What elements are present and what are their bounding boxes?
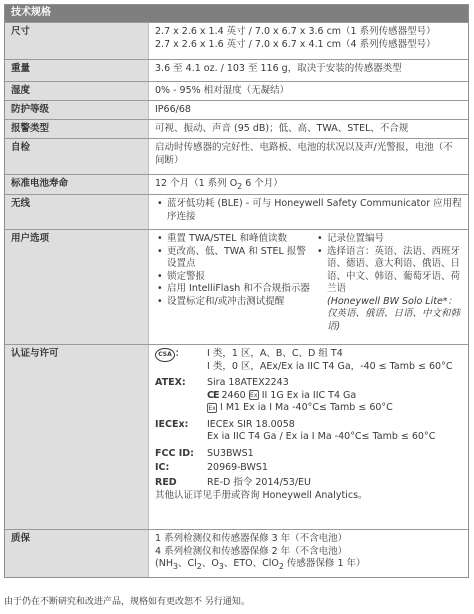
row-size: [5, 22, 468, 59]
row-value: 0% - 95% 相对湿度（无凝结）: [148, 82, 468, 100]
atex-line-2: [207, 390, 462, 403]
row-wireless: [5, 194, 468, 229]
fcc-cert: [155, 448, 462, 461]
ce-mark-icon: CE: [207, 389, 219, 401]
csa-line-2: I 类，0 区，AEx/Ex ia IIC T4 Ga，-40 ≤ Tamb ≤ 60°C: [207, 360, 453, 372]
csa-logo-icon: CSA: [155, 348, 175, 362]
csa-key: [155, 348, 207, 373]
row-label: 自检: [5, 139, 148, 174]
other-certs: 其他认证详见手册或咨询 Honeywell Analytics。: [155, 490, 368, 502]
warranty-line-2: 4 系列检测仪和传感器保修 2 年（不含电池）: [155, 545, 348, 557]
battery-subscript: 2: [237, 181, 243, 191]
atex-line-3: [207, 402, 462, 415]
size-line-1: 2.7 x 2.6 x 1.4 英寸 / 7.0 x 6.7 x 3.6 cm（1 系列传感器型号）: [155, 26, 436, 37]
ic-cert: [155, 462, 462, 475]
list-item: • 启用 IntelliFlash 和不合规指示器: [155, 283, 315, 296]
csa-cert: [155, 348, 462, 373]
warranty-line-3: [155, 558, 462, 572]
iecex-line-2: Ex ia IIC T4 Ga / Ex ia I Ma -40°C≤ Tamb ≤ 60°C: [207, 431, 436, 443]
table-header: 技术规格: [5, 5, 468, 22]
subscript: 3: [172, 561, 178, 571]
row-value: 3.6 至 4.1 oz. / 103 至 116 g，取决于安装的传感器类型: [148, 60, 468, 81]
spec-table: [4, 4, 469, 578]
row-label: 重量: [5, 60, 148, 81]
warranty-line-1: 1 系列检测仪和传感器保修 3 年（不含电池）: [155, 533, 348, 544]
row-value: [148, 345, 468, 529]
iecex-key: IECEx:: [155, 418, 189, 430]
battery-text-end: 6 个月）: [242, 178, 283, 189]
row-label: 尺寸: [5, 23, 148, 59]
size-line-2: 2.7 x 2.6 x 1.6 英寸 / 7.0 x 6.7 x 4.1 cm（4 系列传感器型号）: [155, 38, 436, 50]
list-item: • 蓝牙低功耗 (BLE) - 可与 Honeywell Safety Communicator 应用程序连接: [155, 198, 462, 223]
red-value: RE-D 指令 2014/53/EU: [207, 476, 312, 488]
atex-ex-2: I M1 Ex ia I Ma -40°C≤ Tamb ≤ 60°C: [220, 402, 393, 414]
row-label: 湿度: [5, 82, 148, 100]
ce-number: 2460: [221, 389, 246, 401]
ic-value: 20969-BWS1: [207, 462, 268, 474]
warranty-text: 、O: [201, 558, 219, 570]
row-label: 质保: [5, 530, 148, 577]
row-value: [148, 530, 468, 577]
language-note: (Honeywell BW Solo Lite*：仅英语、俄语、日语、中文和韩语): [327, 295, 461, 332]
fcc-value: SU3BWS1: [207, 447, 254, 459]
subscript: 2: [196, 561, 202, 571]
atex-line-1: Sira 18ATEX2243: [207, 377, 289, 389]
list-item: • 记录位置编号: [315, 233, 462, 246]
row-value: [148, 23, 468, 59]
list-item: • 设置标定和/或冲击测试提醒: [155, 296, 315, 309]
iecex-cert: [155, 419, 462, 444]
row-cert: [5, 344, 468, 529]
subscript: 2: [278, 561, 284, 571]
row-value: 可视、振动、声音 (95 dB)；低、高、TWA、STEL、不合规: [148, 120, 468, 138]
atex-key: ATEX:: [155, 377, 186, 389]
row-value: [148, 195, 468, 229]
atex-ex-1: II 1G Ex ia IIC T4 Ga: [261, 389, 357, 401]
row-value: IP66/68: [148, 101, 468, 119]
fcc-key: FCC ID:: [155, 447, 194, 459]
row-label: 报警类型: [5, 120, 148, 138]
row-selftest: [5, 138, 468, 174]
row-value: [148, 175, 468, 194]
list-item: • 更改高、低、TWA 和 STEL 报警设置点: [155, 246, 315, 271]
row-humidity: [5, 81, 468, 100]
list-item: • 锁定警报: [155, 271, 315, 284]
ex-mark-icon: Ex: [208, 404, 216, 412]
row-options: [5, 229, 468, 344]
list-item: • 重置 TWA/STEL 和峰值读数: [155, 233, 315, 246]
options-column-1: [155, 233, 315, 333]
subscript: 3: [218, 561, 224, 571]
battery-text: 12 个月（1 系列 O: [155, 178, 238, 189]
row-warranty: [5, 529, 468, 577]
row-label: 用户选项: [5, 230, 148, 344]
row-label: 无线: [5, 195, 148, 229]
warranty-text: 、ETO、ClO: [223, 558, 279, 570]
ic-key: IC:: [155, 462, 170, 474]
row-weight: [5, 59, 468, 81]
warranty-text: 传感器保修 1 年）: [283, 558, 366, 570]
ex-mark-icon: Ex: [250, 392, 258, 400]
row-battery: [5, 174, 468, 194]
atex-cert: [155, 377, 462, 415]
csa-colon: ：: [175, 348, 185, 360]
options-column-2: [315, 233, 462, 333]
warranty-text: (NH: [155, 558, 173, 570]
red-key: RED: [155, 476, 177, 488]
row-label: 认证与许可: [5, 345, 148, 529]
warranty-text: 、Cl: [178, 558, 197, 570]
row-alarm: [5, 119, 468, 138]
row-protection: [5, 100, 468, 119]
red-cert: [155, 477, 462, 490]
row-value: 启动时传感器的完好性、电路板、电池的状况以及声/光警报，电池（不间断）: [148, 139, 468, 174]
footer-note: 由于仍在不断研究和改进产品，规格如有更改恕不 另行通知。: [4, 597, 250, 607]
iecex-line-1: IECEx SIR 18.0058: [207, 418, 295, 430]
csa-line-1: I 类，1 区，A、B、C、D 组 T4: [207, 348, 343, 359]
list-item: • 选择语言：英语、法语、西班牙语、德语、意大利语、俄语、日语、中文、韩语、葡萄牙语、荷兰语: [315, 246, 462, 296]
row-value: [148, 230, 468, 344]
row-label: 防护等级: [5, 101, 148, 119]
row-label: 标准电池寿命: [5, 175, 148, 194]
